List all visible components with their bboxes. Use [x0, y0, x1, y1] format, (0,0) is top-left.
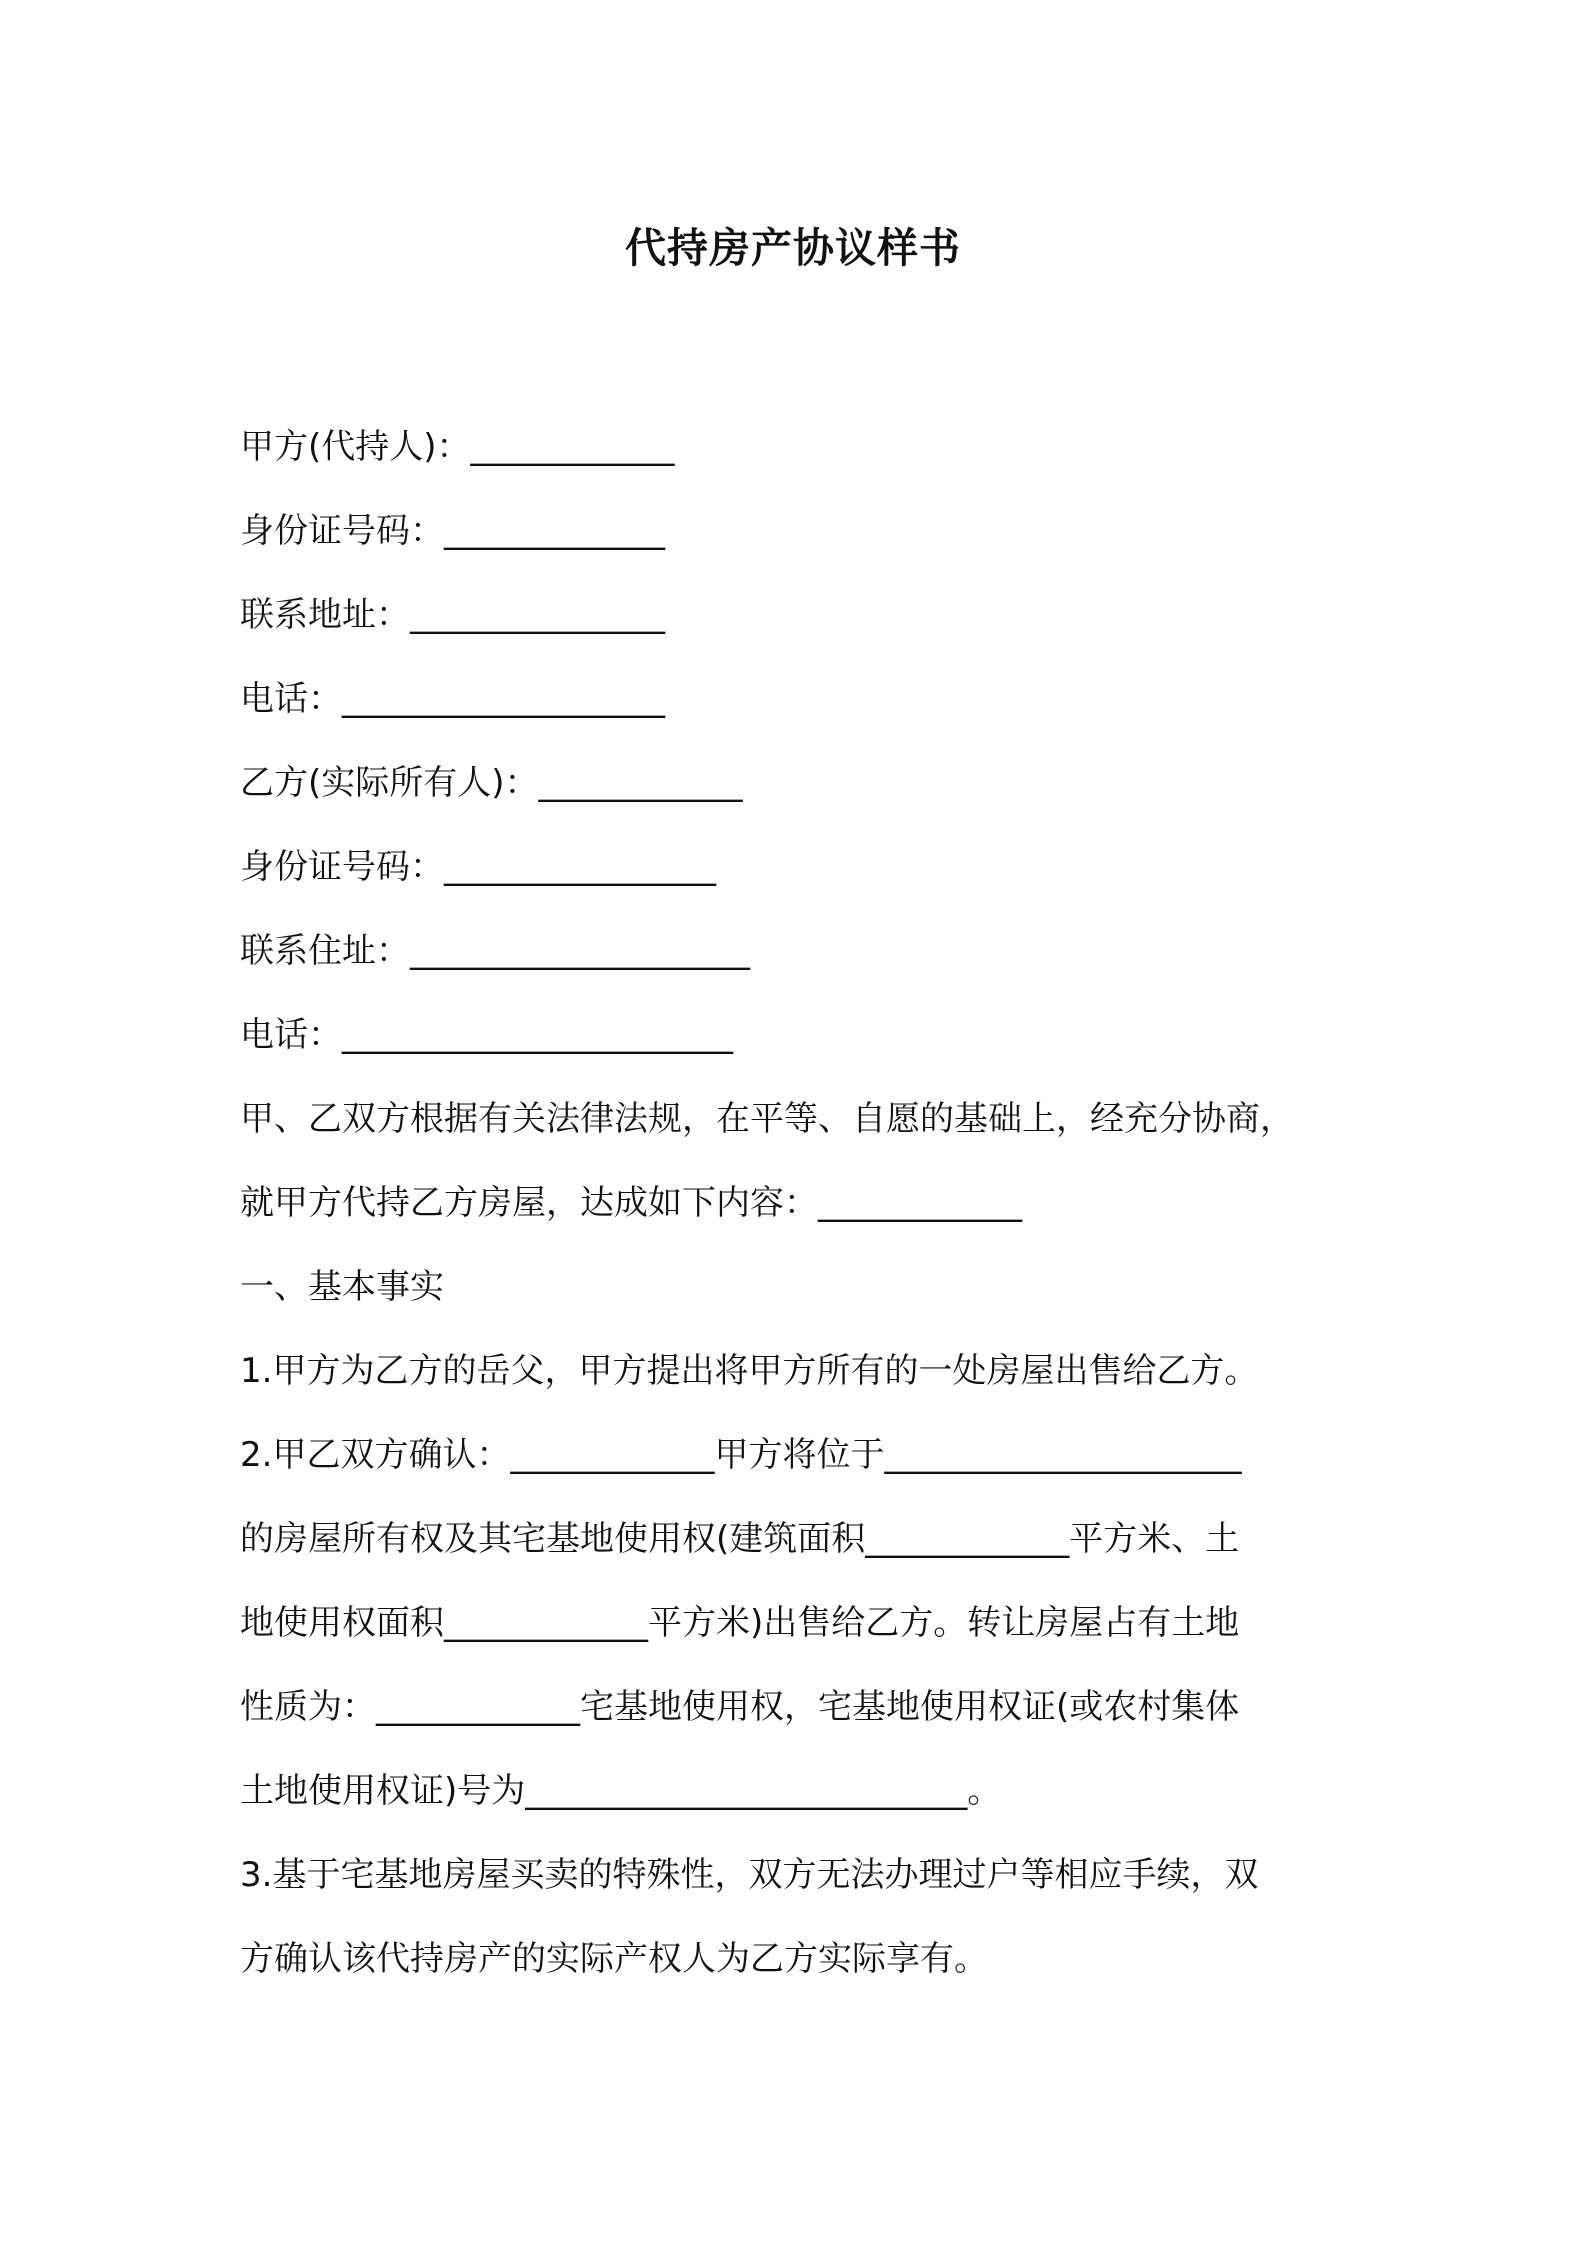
party-a-name-line: 甲方(代持人)：____________	[240, 427, 675, 467]
document-title: 代持房产协议样书	[625, 224, 961, 272]
party-a-id-line: 身份证号码：_____________	[240, 511, 665, 551]
clause-2-line-4: 性质为：____________宅基地使用权，宅基地使用权证(或农村集体	[240, 1687, 1240, 1727]
preamble-line-1: 甲、乙双方根据有关法律法规，在平等、自愿的基础上，经充分协商，	[240, 1099, 1294, 1139]
preamble-line-2: 就甲方代持乙方房屋，达成如下内容：____________	[240, 1183, 1022, 1223]
document-body	[240, 405, 1360, 2001]
clause-2-line-5: 土地使用权证)号为__________________________。	[240, 1771, 1002, 1811]
clause-2-line-2: 的房屋所有权及其宅基地使用权(建筑面积____________平方米、土	[240, 1519, 1240, 1559]
section-heading-basic-facts: 一、基本事实	[240, 1267, 444, 1307]
clause-3-line-1: 3.基于宅基地房屋买卖的特殊性，双方无法办理过户等相应手续，双	[240, 1855, 1259, 1895]
party-b-id-line: 身份证号码：________________	[240, 847, 716, 887]
clause-1-line: 1.甲方为乙方的岳父，甲方提出将甲方所有的一处房屋出售给乙方。	[240, 1351, 1259, 1391]
party-a-phone-line: 电话：___________________	[240, 679, 665, 719]
party-b-name-line: 乙方(实际所有人)：____________	[240, 763, 743, 803]
clause-3-line-2: 方确认该代持房产的实际产权人为乙方实际享有。	[240, 1939, 988, 1979]
party-b-address-line: 联系住址：____________________	[240, 931, 750, 971]
clause-2-line-3: 地使用权面积____________平方米)出售给乙方。转让房屋占有土地	[240, 1603, 1240, 1643]
party-b-phone-line: 电话：_______________________	[240, 1015, 733, 1055]
clause-2-line-1: 2.甲乙双方确认：____________甲方将位于_____________________	[240, 1435, 1242, 1475]
party-a-address-line: 联系地址：_______________	[240, 595, 665, 635]
